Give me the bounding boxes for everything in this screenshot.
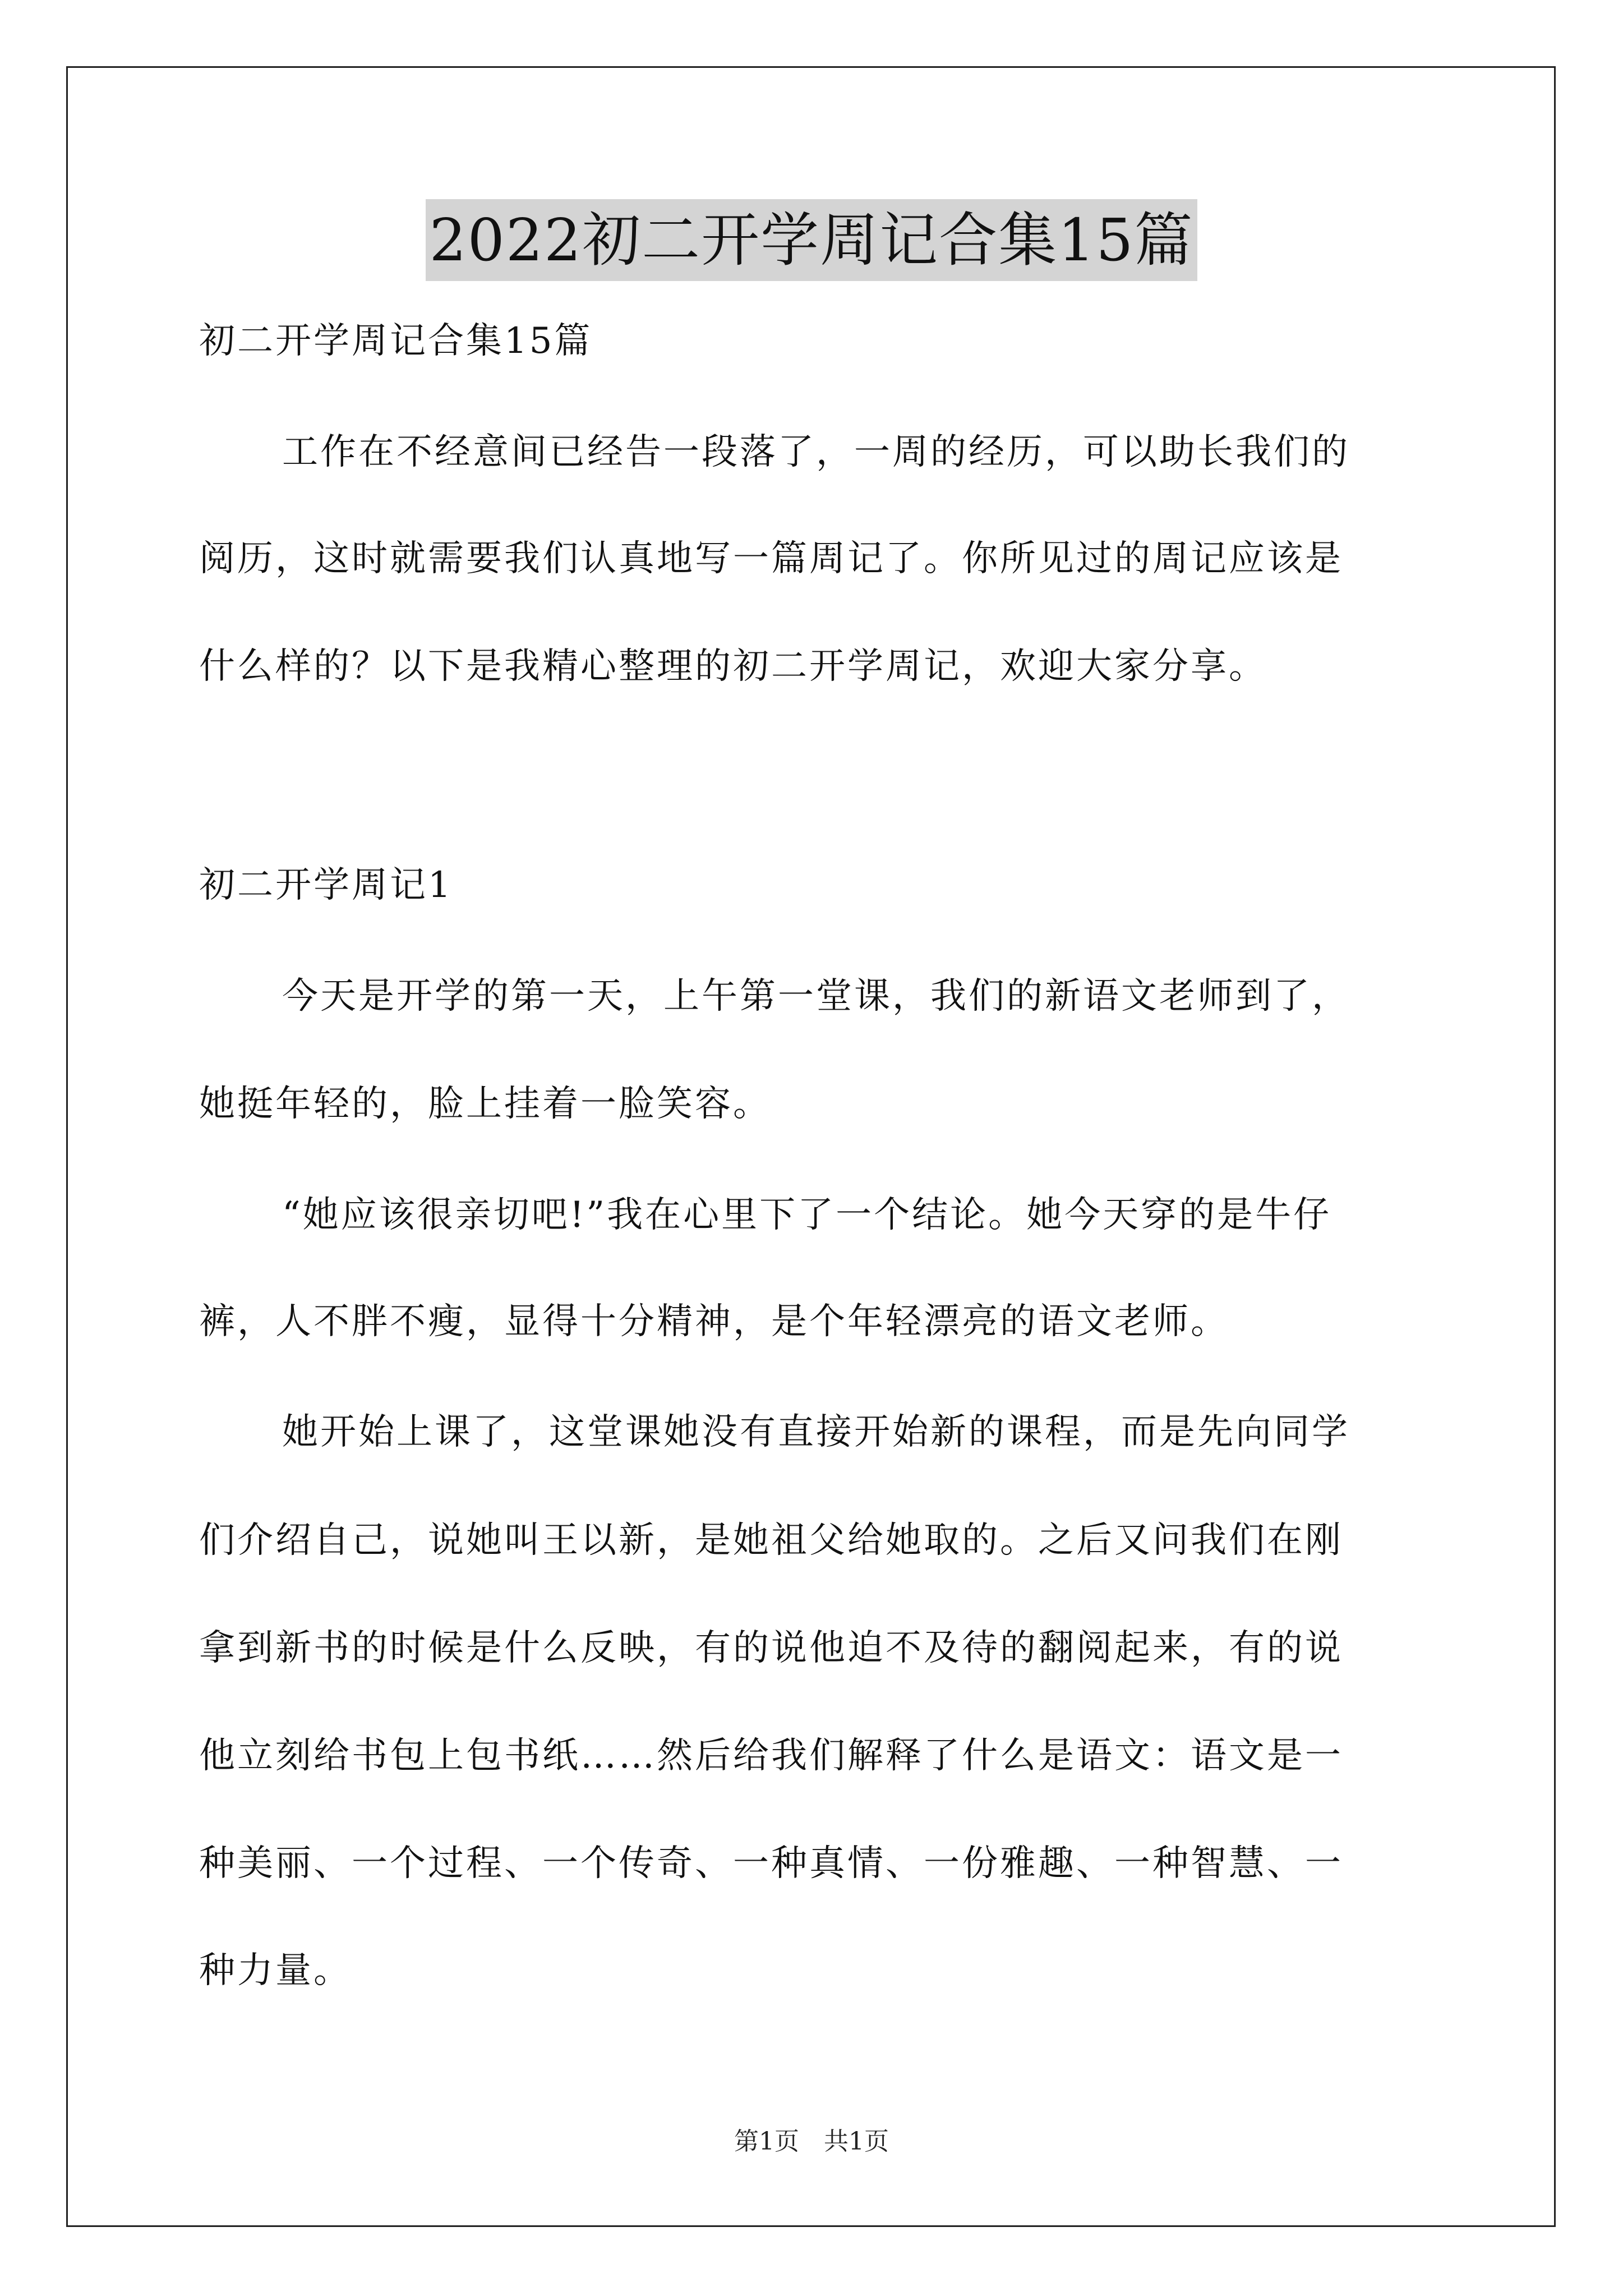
page-footer: 第1页 共1页	[734, 2127, 889, 2156]
section-heading: 初二开学周记1	[199, 864, 453, 906]
paragraph-line: 裤，人不胖不瘦，显得十分精神，是个年轻漂亮的语文老师。	[199, 1301, 1229, 1342]
paragraph-line: 今天是开学的第一天，上午第一堂课，我们的新语文老师到了，	[282, 976, 1350, 1017]
intro-line: 阅历，这时就需要我们认真地写一篇周记了。你所见过的周记应该是	[199, 538, 1343, 579]
intro-line: 什么样的？以下是我精心整理的初二开学周记，欢迎大家分享。	[199, 646, 1267, 687]
paragraph-line: 拿到新书的时候是什么反映，有的说他迫不及待的翻阅起来，有的说	[199, 1627, 1343, 1669]
paragraph-line: “她应该很亲切吧!”我在心里下了一个结论。她今天穿的是牛仔	[282, 1194, 1332, 1236]
paragraph-line: 她挺年轻的，脸上挂着一脸笑容。	[199, 1083, 771, 1125]
paragraph-line: 他立刻给书包上包书纸……然后给我们解释了什么是语文：语文是一	[199, 1735, 1343, 1777]
title-container	[0, 199, 1623, 281]
paragraph-line: 们介绍自己，说她叫王以新，是她祖父给她取的。之后又问我们在刚	[199, 1520, 1343, 1561]
document-title: 2022初二开学周记合集15篇	[426, 199, 1197, 281]
paragraph-line: 种力量。	[199, 1950, 352, 1991]
intro-line: 工作在不经意间已经告一段落了，一周的经历，可以助长我们的	[282, 431, 1350, 473]
paragraph-line: 种美丽、一个过程、一个传奇、一种真情、一份雅趣、一种智慧、一	[199, 1843, 1343, 1884]
paragraph-line: 她开始上课了，这堂课她没有直接开始新的课程，而是先向同学	[282, 1411, 1350, 1453]
page-border	[66, 66, 1556, 2227]
document-subtitle: 初二开学周记合集15篇	[199, 320, 593, 362]
